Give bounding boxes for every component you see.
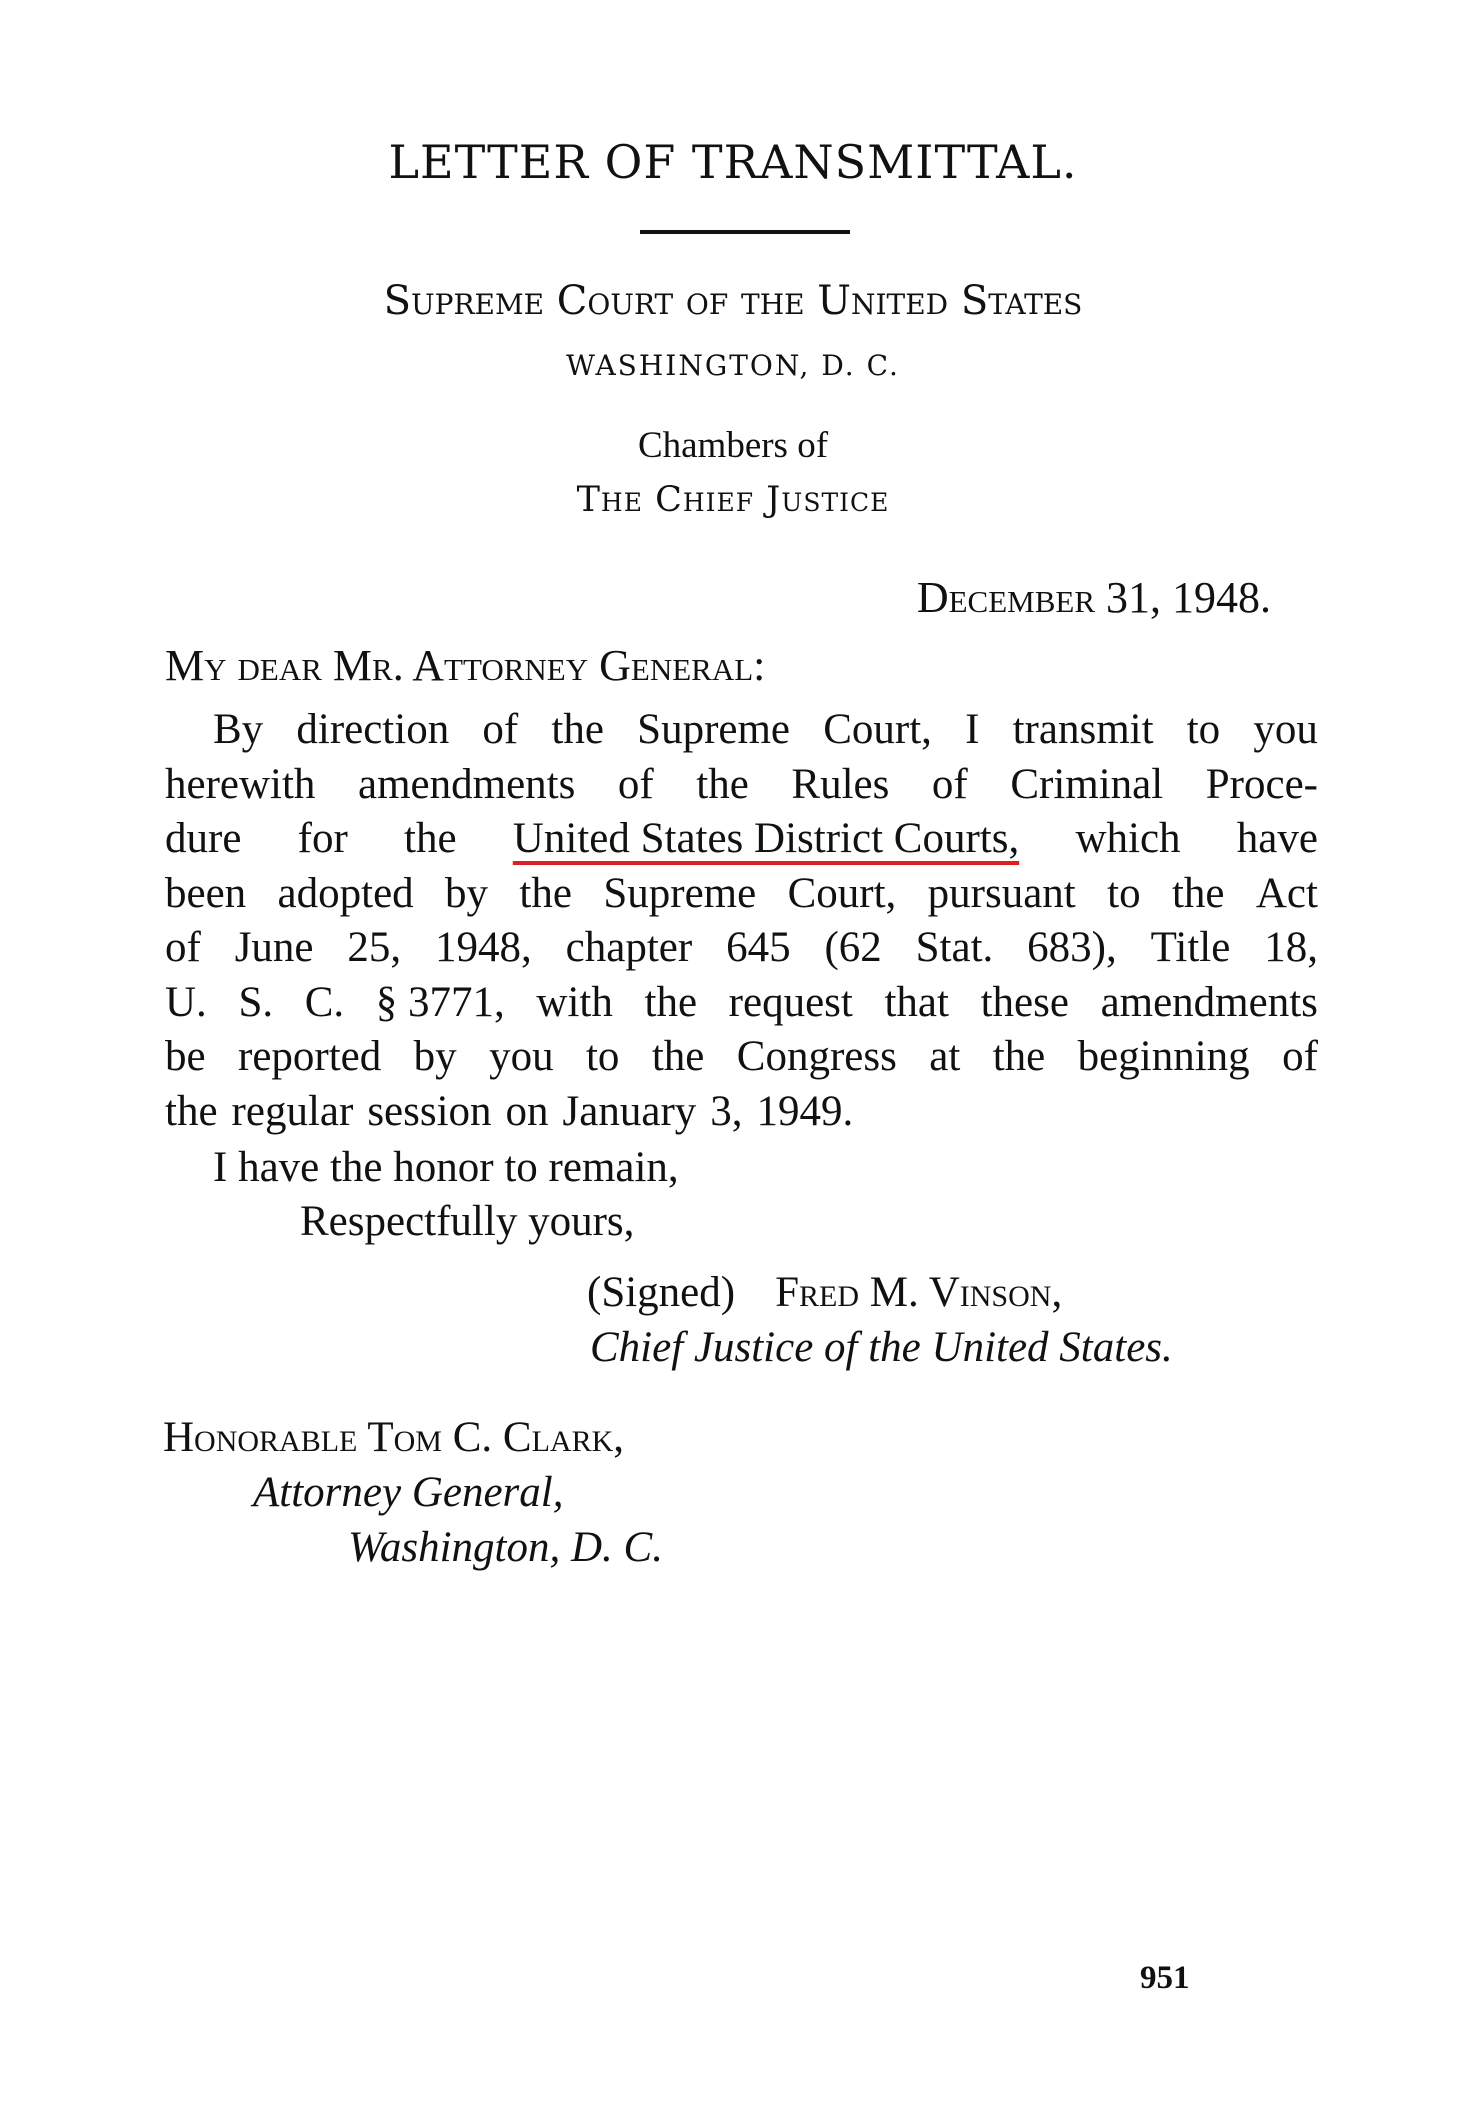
addressee-location: Washington, D. C. [348,1524,663,1571]
body-word: be [165,1033,206,1080]
signed-label: (Signed) [587,1269,736,1316]
body-word: 3, [710,1087,743,1135]
body-line [165,921,1318,976]
page-number: 951 [1140,1960,1190,1996]
body-word: session [367,1087,492,1135]
body-word: direction [296,706,450,753]
body-word: transmit [1012,706,1154,753]
body-word: been [165,869,247,917]
addressee-name: Honorable Tom C. Clark, [163,1414,624,1461]
body-line [165,812,1318,867]
body-word: the [644,978,698,1026]
body-word: the [696,760,749,808]
signer-name: Fred M. Vinson, [775,1269,1063,1316]
body-line [165,1030,1318,1085]
body-line [165,867,1318,922]
page-title: LETTER OF TRANSMITTAL. [388,135,1078,189]
body-word: beginning [1077,1033,1250,1080]
body-word: of [931,760,968,808]
body-word: Stat. [915,924,994,971]
chambers-label: Chambers of [637,425,829,466]
court-name: Supreme Court of the United States [383,278,1083,324]
body-word: S. [238,978,274,1026]
body-word: 1949. [756,1087,854,1135]
body-word: of [617,760,654,808]
body-word: Court, [823,706,932,753]
body-word: of [1282,1033,1318,1080]
body-word: § 3771, [375,978,505,1026]
body-word: the [1171,869,1225,917]
body-line [165,703,1318,758]
body-word: to [1107,869,1141,917]
body-word: of [482,706,519,753]
body-word: chapter [565,924,693,971]
body-word: have [1236,815,1318,862]
body-word: By [213,706,264,753]
body-word: reported [238,1033,382,1080]
body-word: the [551,706,604,753]
body-word: 645 [726,924,791,971]
letter-body [165,703,1318,1139]
body-word: Congress [736,1033,897,1080]
body-word: June [234,924,314,971]
body-word: which [1075,815,1181,862]
body-word: 18, [1264,924,1318,971]
body-word: by [413,1033,457,1080]
body-line [165,1085,1318,1140]
body-word: at [929,1033,961,1080]
body-word: Proce- [1205,760,1318,808]
body-word: for [297,815,348,862]
body-line [165,976,1318,1031]
body-word: the [519,869,572,917]
highlighted-phrase: United States District Courts, [512,815,1020,862]
body-word: the [992,1033,1046,1080]
body-word: the [404,815,457,862]
body-word: that [884,978,949,1026]
body-word: of [165,924,201,971]
closing-line: I have the honor to remain, [213,1144,679,1191]
body-word: adopted [277,869,414,917]
body-word: 683), [1027,924,1117,971]
closing-salutation: Respectfully yours, [300,1198,635,1245]
body-word: amendments [1100,978,1318,1026]
body-word: 25, [347,924,402,971]
body-word: January [562,1087,697,1135]
body-word: I [965,706,980,753]
body-word: with [536,978,613,1026]
body-word: Title [1150,924,1231,971]
body-word: you [489,1033,554,1080]
body-word: dure [165,815,242,862]
body-word: herewith [165,760,316,808]
body-word: Criminal [1010,760,1164,808]
body-word: on [505,1087,549,1135]
body-word: (62 [824,924,882,971]
body-word: by [445,869,489,917]
salutation: My dear Mr. Attorney General: [165,641,766,690]
body-word: Court, [787,869,897,917]
body-word: to [585,1033,620,1080]
court-city: WASHINGTON, D. C. [566,349,900,382]
body-word: Rules [791,760,890,808]
title-divider [640,230,850,234]
body-word: 1948, [435,924,532,971]
body-word: you [1253,706,1318,753]
body-word: C. [304,978,345,1026]
body-word: the [651,1033,705,1080]
body-word: Supreme [603,869,757,917]
body-word: Act [1255,869,1318,917]
addressee-title: Attorney General, [253,1469,564,1516]
body-word: the [165,1087,218,1135]
signature-line [587,1268,1062,1317]
body-word: request [728,978,853,1026]
body-word: to [1186,706,1221,753]
body-word: these [980,978,1069,1026]
body-line [165,758,1318,813]
body-word: U. [165,978,207,1026]
body-word: Supreme [637,706,791,753]
signer-title: Chief Justice of the United States. [590,1324,1173,1371]
letter-date: December 31, 1948. [916,573,1271,622]
chief-justice-label: The Chief Justice [576,480,890,520]
body-word: pursuant [927,869,1076,917]
body-word: amendments [358,760,576,808]
body-word: regular [231,1087,354,1135]
